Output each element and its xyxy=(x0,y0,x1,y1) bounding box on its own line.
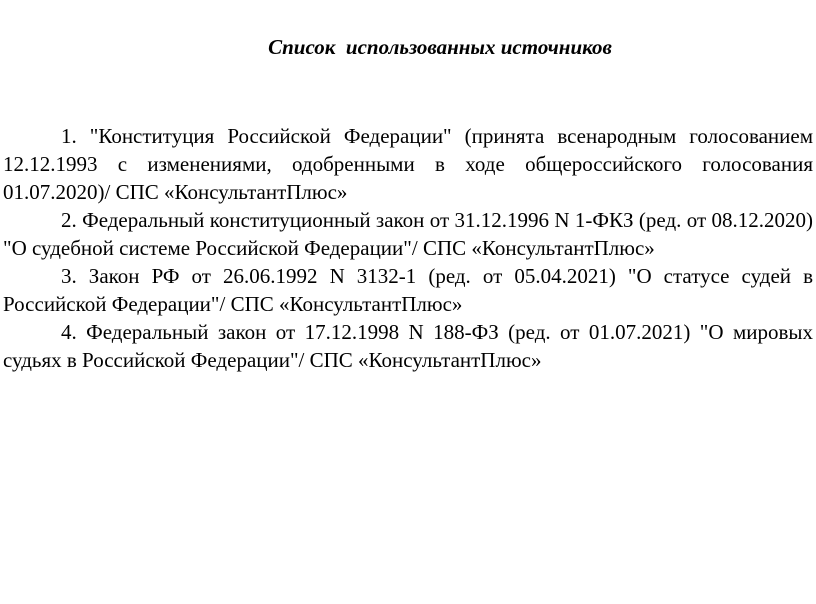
source-item-2: 2. Федеральный конституционный закон от 31.12.1996 N 1-ФКЗ (ред. от 08.12.2020) "О судебной системе Российской Федерации"/ СПС «КонсультантПлюс» xyxy=(3,208,813,260)
source-item-4: 4. Федеральный закон от 17.12.1998 N 188-ФЗ (ред. от 01.07.2021) "О мировых судьях в Российской Федерации"/ СПС «КонсультантПлюс» xyxy=(3,320,813,372)
source-item-1: 1. "Конституция Российской Федерации" (принята всенародным голосованием 12.12.1993 с изменениями, одобренными в ходе общероссийского голосования 01.07.2020)/ СПС «КонсультантПлюс» xyxy=(3,124,813,204)
sources-list xyxy=(3,122,813,374)
source-item-3: 3. Закон РФ от 26.06.1992 N 3132-1 (ред. от 05.04.2021) "О статусе судей в Российской Федерации"/ СПС «КонсультантПлюс» xyxy=(3,264,813,316)
page-title: Список использованных источников xyxy=(268,35,612,59)
